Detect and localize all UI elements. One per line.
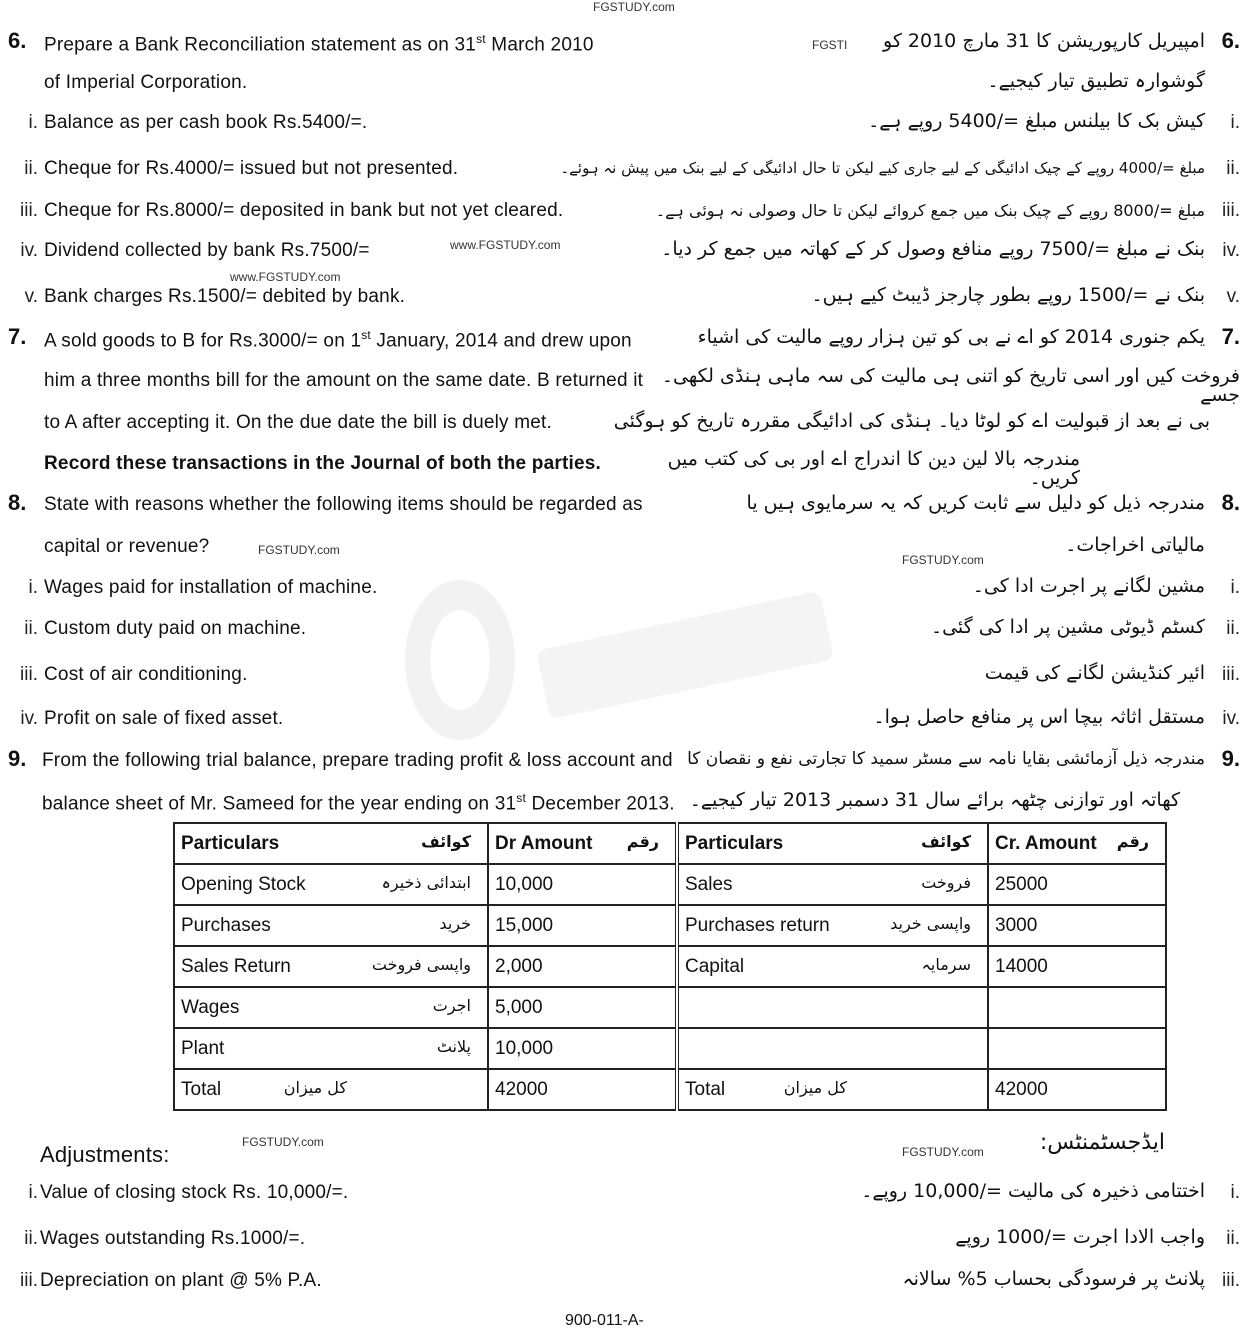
urdu-text: کھاتہ اور توازنی چٹھہ برائے سال 31 دسمبر 2013 تیار کیجیے۔ [689, 789, 1180, 811]
table-row [174, 946, 1166, 987]
text: Sales Return [181, 955, 291, 977]
english-text: him a three months bill for the amount on the same date. B returned it [44, 370, 644, 391]
text: Purchases [181, 914, 271, 936]
table-row [174, 905, 1166, 946]
english-text: Profit on sale of fixed asset. [44, 708, 284, 729]
english-text: capital or revenue? [44, 536, 210, 557]
item-number: ii. [1226, 1228, 1240, 1249]
item-number: i. [1230, 577, 1240, 598]
urdu-text: فروخت کیں اور اسی تاریخ کو اتنی ہی مالیت کی سہ ماہی ہنڈی لکھی۔ جسے [661, 365, 1240, 406]
text [488, 823, 677, 864]
q8-item [0, 660, 1250, 690]
item-number: iv. [1222, 708, 1240, 729]
q7-line-2 [0, 365, 1250, 406]
english-text: Balance as per cash book Rs.5400/=. [44, 112, 368, 133]
text: Purchases return [685, 914, 830, 936]
credit-amount: 14000 [988, 946, 1166, 987]
urdu-text: کسٹم ڈیوٹی مشین پر ادا کی گئی۔ [930, 616, 1205, 638]
adjustment-item [0, 1266, 1250, 1296]
debit-amount: 10,000 [488, 864, 677, 905]
urdu-text: مشین لگانے پر اجرت ادا کی۔ [972, 575, 1205, 597]
item-number: i. [28, 1182, 38, 1203]
english-text: Bank charges Rs.1500/= debited by bank. [44, 286, 406, 307]
item-number: v. [24, 286, 38, 307]
watermark: FGSTI [812, 38, 848, 52]
item-number: iii. [1222, 664, 1240, 685]
debit-amount: 2,000 [488, 946, 677, 987]
q8-line-1 [0, 490, 1250, 520]
text: A sold goods to B for Rs.3000/= on 1 [44, 330, 362, 352]
table-row [174, 1028, 1166, 1069]
urdu-text: مندرجہ ذیل کو دلیل سے ثابت کریں کہ یہ سرمایوی ہیں یا [746, 492, 1205, 514]
text: Particulars [685, 832, 784, 854]
credit-particular [677, 1028, 988, 1069]
urdu-text: بنک نے مبلغ =/7500 روپے منافع وصول کر کے کھاتہ میں جمع کر دیا۔ [661, 238, 1205, 260]
q7-line-4 [0, 448, 1250, 489]
english-text: Cheque for Rs.8000/= deposited in bank but not yet cleared. [44, 200, 564, 221]
english-text: Record these transactions in the Journal of both the parties. [44, 453, 601, 474]
item-number: i. [1230, 112, 1240, 133]
urdu-label: کوائف [421, 832, 471, 851]
credit-particular [677, 987, 988, 1028]
text: January, 2014 and drew upon [370, 330, 632, 352]
item-number: ii. [24, 618, 38, 639]
q6-item [0, 282, 1250, 312]
urdu-text: اختتامی ذخیرہ کی مالیت =/10,000 روپے۔ [861, 1180, 1205, 1202]
q7-line-3 [0, 408, 1250, 438]
urdu-text: گوشوارہ تطبیق تیار کیجیے۔ [987, 70, 1205, 92]
english-text: Cheque for Rs.4000/= issued but not presented. [44, 158, 459, 179]
watermark: FGSTUDY.com [902, 1145, 984, 1159]
item-number: iv. [20, 240, 38, 261]
q6-line-2 [0, 68, 1250, 98]
q6-item [0, 236, 1250, 266]
credit-amount: 25000 [988, 864, 1166, 905]
adjustments-heading [0, 1130, 1250, 1168]
text: Total [181, 1078, 222, 1100]
trial-balance-table [173, 822, 1167, 1111]
urdu-label: رقم [626, 832, 659, 851]
urdu-text: کیش بک کا بیلنس مبلغ =/5400 روپے ہے۔ [868, 110, 1205, 132]
urdu-label: رقم [1116, 832, 1149, 851]
urdu-text: واجب الادا اجرت =/1000 روپے [955, 1226, 1205, 1248]
text [174, 1069, 1166, 1110]
adjustment-item [0, 1178, 1250, 1208]
q8-item [0, 704, 1250, 734]
english-text: Dividend collected by bank Rs.7500/= [44, 240, 370, 261]
text: Wages [181, 996, 240, 1018]
watermark: www.FGSTUDY.com [450, 238, 561, 252]
item-number: i. [1230, 1182, 1240, 1203]
text: Dr Amount [495, 832, 593, 854]
debit-amount: 15,000 [488, 905, 677, 946]
credit-particular [677, 905, 988, 946]
credit-particular [677, 864, 988, 905]
text: st [361, 328, 371, 342]
item-number: ii. [1226, 618, 1240, 639]
item-number: ii. [24, 1228, 38, 1249]
urdu-label: کوائف [921, 832, 971, 851]
urdu-text: پلانٹ پر فرسودگی بحساب 5% سالانہ [902, 1268, 1205, 1290]
debit-amount: 5,000 [488, 987, 677, 1028]
urdu-label: ابتدائی ذخیرہ [381, 873, 471, 892]
question-number: 6. [8, 28, 27, 53]
urdu-text: مبلغ =/8000 روپے کے چیک بنک میں جمع کروائے لیکن تا حال وصولی نہ ہوئی ہے۔ [655, 201, 1205, 220]
urdu-text: بی نے بعد از قبولیت اے کو لوٹا دیا۔ ہنڈی کی ادائیگی مقررہ تاریخ کو ہوگئی [613, 410, 1210, 432]
urdu-text: یکم جنوری 2014 کو اے نے بی کو تین ہزار روپے مالیت کی اشیاء [697, 326, 1205, 348]
question-number: 6. [1221, 28, 1240, 53]
credit-amount: 3000 [988, 905, 1166, 946]
urdu-text: ایڈجسٹمنٹس: [1039, 1130, 1165, 1155]
watermark: www.FGSTUDY.com [230, 270, 341, 284]
text [536, 591, 834, 720]
adjustment-item [0, 1224, 1250, 1254]
q6-item [0, 154, 1250, 184]
english-text: State with reasons whether the following items should be regarded as [44, 494, 643, 515]
debit-particular [174, 864, 488, 905]
item-number: iv. [1222, 240, 1240, 261]
text: 8. [1221, 490, 1240, 515]
english-text: Wages paid for installation of machine. [44, 577, 378, 598]
table-row [174, 987, 1166, 1028]
q6-line-1 [0, 28, 1250, 58]
q6-item [0, 108, 1250, 138]
table-header-row [174, 823, 1166, 864]
item-number: v. [1226, 286, 1240, 307]
q8-line-2 [0, 532, 1250, 562]
item-number: iv. [20, 708, 38, 729]
credit-amount [988, 1028, 1166, 1069]
item-number: iii. [20, 1270, 38, 1291]
urdu-label: پلانٹ [436, 1037, 471, 1056]
english-text: Depreciation on plant @ 5% P.A. [40, 1270, 322, 1291]
q8-item [0, 614, 1250, 644]
urdu-text: مبلغ =/4000 روپے کے چیک ادائیگی کے لیے جاری کیے لیکن تا حال ادائیگی کے لیے بنک میں پیش نہ ہوئے۔ [560, 159, 1205, 177]
english-text: Custom duty paid on machine. [44, 618, 307, 639]
english-text [44, 328, 632, 352]
item-number: i. [28, 577, 38, 598]
text [677, 823, 988, 864]
debit-amount: 10,000 [488, 1028, 677, 1069]
text [174, 823, 1166, 864]
item-number: i. [28, 112, 38, 133]
item-number: iii. [1222, 1270, 1240, 1291]
watermark: FGSTUDY.com [593, 0, 675, 14]
urdu-text: ائیر کنڈیشن لگانے کی قیمت [984, 662, 1205, 684]
text: Plant [181, 1037, 225, 1059]
text: 7. [1221, 324, 1240, 349]
q9-line-2 [0, 787, 1250, 817]
watermark: FGSTUDY.com [902, 553, 984, 567]
debit-particular [174, 946, 488, 987]
urdu-label: کل میزان [783, 1078, 847, 1097]
text [174, 1069, 488, 1110]
text: 9. [8, 746, 27, 771]
text: 42000 [988, 1069, 1166, 1110]
english-text: Value of closing stock Rs. 10,000/=. [40, 1182, 349, 1203]
text: Total [685, 1078, 726, 1100]
english-text: Wages outstanding Rs.1000/=. [40, 1228, 306, 1249]
credit-particular [677, 946, 988, 987]
item-number: ii. [1226, 158, 1240, 179]
text: st [476, 32, 486, 46]
table-row [174, 864, 1166, 905]
urdu-text: مستقل اثاثہ بیچا اس پر منافع حاصل ہوا۔ [873, 706, 1205, 728]
paper-code: 900-011-A- [565, 1312, 644, 1329]
text: Particulars [181, 832, 280, 854]
text: Sales [685, 873, 733, 895]
urdu-text: مالیاتی اخراجات۔ [1065, 534, 1205, 556]
text: st [516, 791, 527, 805]
text: 9. [1221, 746, 1240, 771]
q9-line-1 [0, 746, 1250, 776]
urdu-label: کل میزان [283, 1078, 347, 1097]
text: March 2010 [485, 34, 594, 56]
text: Prepare a Bank Reconciliation statement as on 31 [44, 34, 477, 56]
urdu-label: واپسی فروخت [371, 955, 471, 974]
q7-line-1 [0, 324, 1250, 354]
text: December 2013. [526, 793, 675, 815]
question-text: of Imperial Corporation. [44, 72, 248, 93]
text [174, 823, 488, 864]
watermark: FGSTUDY.com [258, 543, 340, 557]
urdu-label: واپسی خرید [890, 914, 971, 933]
urdu-text: امپیریل کارپوریشن کا 31 مارچ 2010 کو [883, 30, 1205, 52]
urdu-text: مندرجہ ذیل آزمائشی بقایا نامہ سے مسٹر سمید کا تجارتی نفع و نقصان کا [687, 749, 1205, 769]
item-number: ii. [24, 158, 38, 179]
text: 7. [8, 324, 27, 349]
urdu-label: اجرت [432, 996, 471, 1015]
text: Cr. Amount [995, 832, 1097, 854]
text [988, 823, 1166, 864]
q6-item [0, 196, 1250, 226]
credit-amount [988, 987, 1166, 1028]
text [174, 864, 1166, 1069]
item-number: iii. [1222, 200, 1240, 221]
watermark: FGSTUDY.com [242, 1135, 324, 1149]
english-text: to A after accepting it. On the due date the bill is duely met. [44, 412, 552, 433]
urdu-label: سرمایہ [921, 955, 971, 974]
text: Opening Stock [181, 873, 306, 895]
urdu-label: فروخت [921, 873, 971, 892]
debit-particular [174, 987, 488, 1028]
english-text: From the following trial balance, prepare trading profit & loss account and [42, 750, 673, 771]
english-text: Adjustments: [40, 1142, 170, 1167]
text: 8. [8, 490, 27, 515]
text [677, 1069, 988, 1110]
table-total-row [174, 1069, 1166, 1110]
english-text [42, 791, 675, 815]
english-text: Cost of air conditioning. [44, 664, 248, 685]
item-number: iii. [20, 664, 38, 685]
text: balance sheet of Mr. Sameed for the year ending on 31 [42, 793, 517, 815]
q8-item [0, 573, 1250, 603]
question-text [44, 32, 594, 56]
urdu-label: خرید [439, 914, 471, 933]
urdu-text: مندرجہ بالا لین دین کا اندراج اے اور بی کی کتب میں کریں۔ [667, 448, 1080, 489]
debit-particular [174, 1028, 488, 1069]
item-number: iii. [20, 200, 38, 221]
urdu-text: بنک نے =/1500 روپے بطور چارجز ڈیبٹ کیے ہیں۔ [811, 284, 1205, 306]
text: Capital [685, 955, 745, 977]
debit-particular [174, 905, 488, 946]
text: 42000 [488, 1069, 677, 1110]
